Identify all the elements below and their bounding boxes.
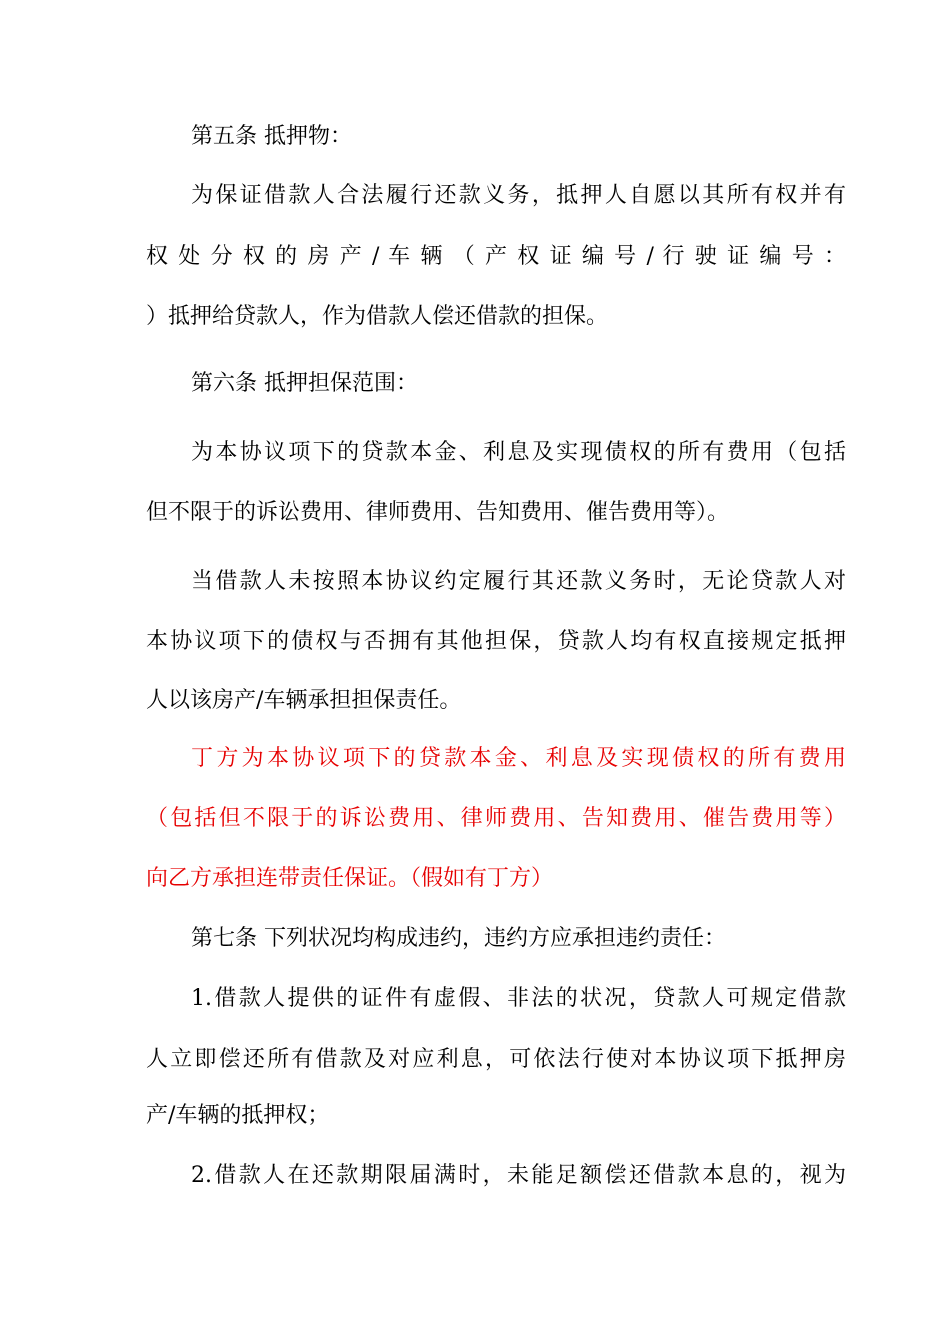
guarantor-clause-line: 丁方为本协议项下的贷款本金、利息及实现债权的所有费用 [191, 746, 846, 771]
article-7-title: 第七条 下列状况均构成违约，违约方应承担违约责任： [191, 926, 726, 951]
article-5-paragraph-line: 为保证借款人合法履行还款义务，抵押人自愿以其所有权并有 [191, 183, 846, 208]
guarantor-clause-line: （包括但不限于的诉讼费用、律师费用、告知费用、催告费用等） [146, 806, 846, 831]
article-6-paragraph-line: 本协议项下的债权与否拥有其他担保，贷款人均有权直接规定抵押 [146, 629, 846, 654]
guarantor-clause-line: 向乙方承担连带责任保证。（假如有丁方） [146, 866, 554, 891]
article-6-title: 第六条 抵押担保范围： [191, 371, 418, 396]
article-6-paragraph-line: 但不限于的诉讼费用、律师费用、告知费用、催告费用等）。 [146, 500, 730, 525]
article-7-item-line: 1.借款人提供的证件有虚假、非法的状况，贷款人可规定借款 [191, 986, 846, 1011]
article-5-paragraph-line: ）抵押给贷款人，作为借款人偿还借款的担保。 [146, 304, 609, 329]
article-5-paragraph-line: 权 处 分 权 的 房 产 / 车 辆 （ 产 权 证 编 号 / 行 驶 证 编 号 ： [146, 244, 846, 269]
article-6-paragraph-line: 为本协议项下的贷款本金、利息及实现债权的所有费用（包括 [191, 440, 846, 465]
article-5-title: 第五条 抵押物： [191, 124, 352, 149]
article-6-paragraph-line: 人以该房产/车辆承担担保责任。 [146, 688, 462, 713]
article-7-item-line: 人立即偿还所有借款及对应利息，可依法行使对本协议项下抵押房 [146, 1047, 846, 1072]
article-7-item-line: 2.借款人在还款期限届满时，未能足额偿还借款本息的，视为 [191, 1163, 846, 1188]
article-6-paragraph-line: 当借款人未按照本协议约定履行其还款义务时，无论贷款人对 [191, 569, 846, 594]
article-7-item-line: 产/车辆的抵押权； [146, 1103, 330, 1128]
